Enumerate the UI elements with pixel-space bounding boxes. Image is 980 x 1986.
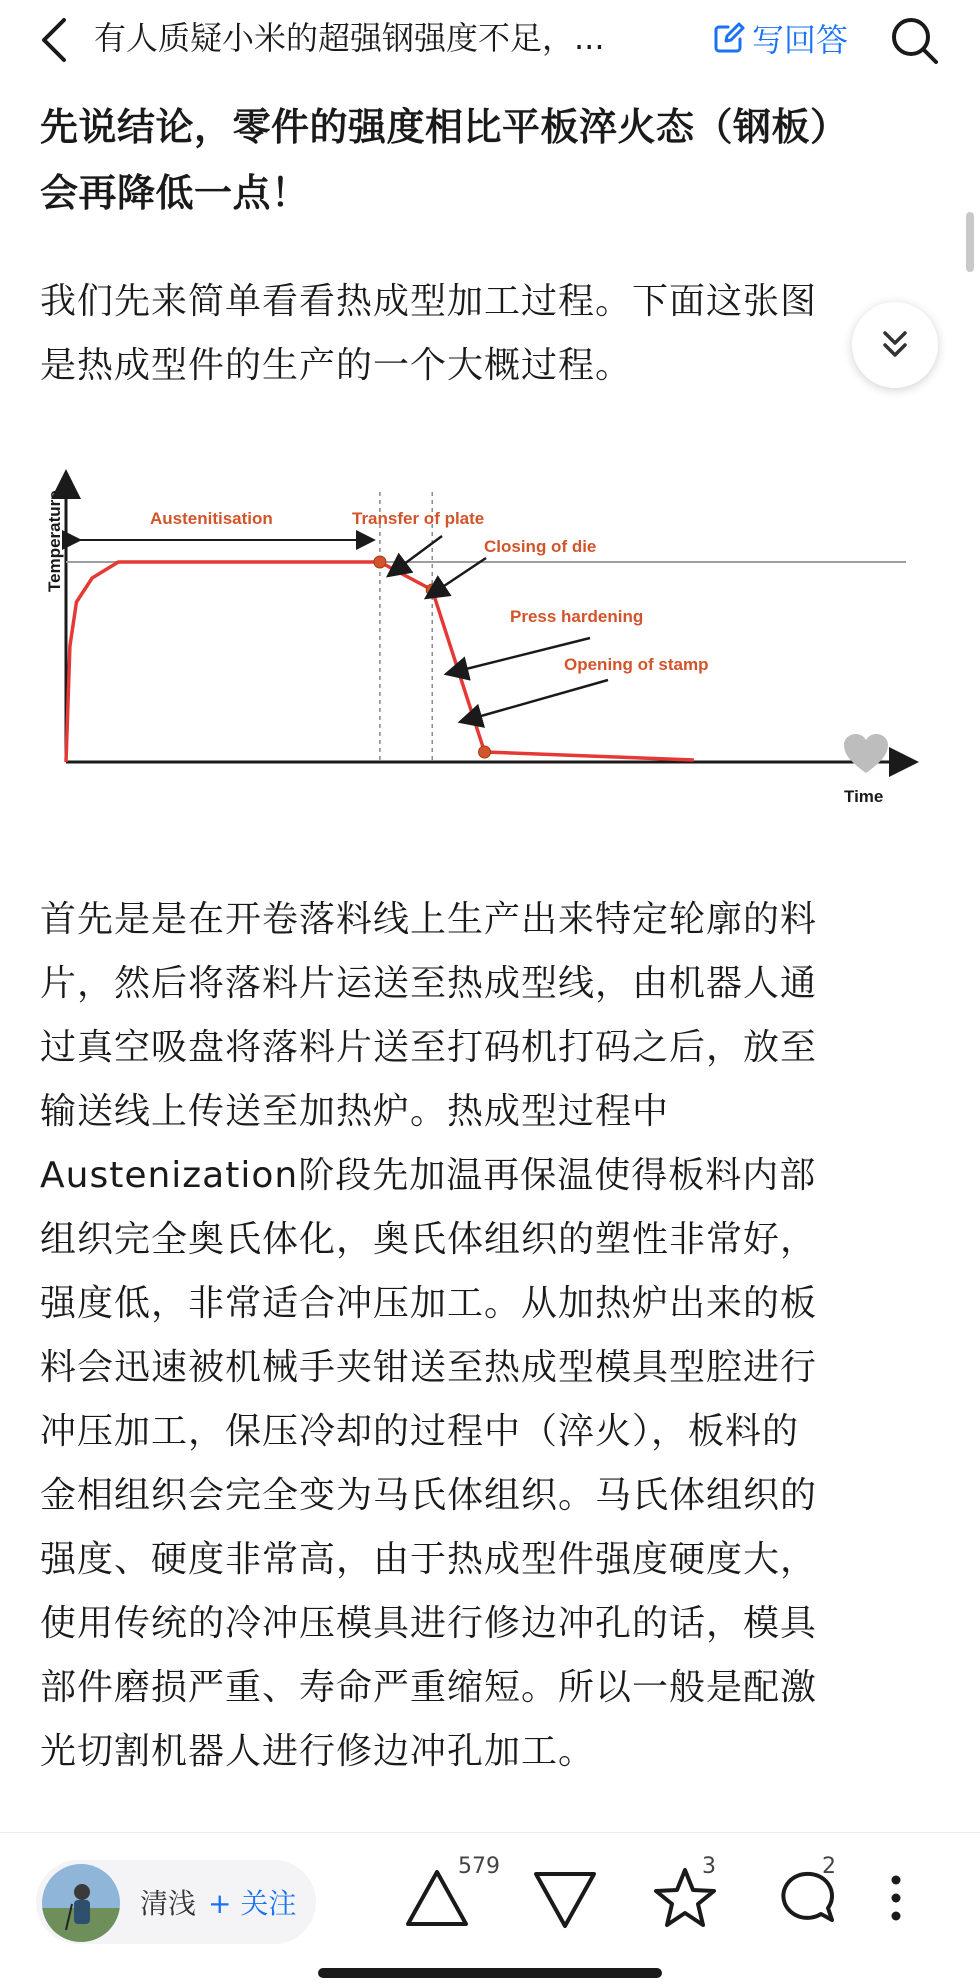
bottom-action-bar: [0, 1834, 980, 1954]
key-point-3: [479, 746, 491, 758]
closing-pointer: [426, 558, 486, 598]
bottom-divider: [0, 1832, 980, 1833]
paragraph-line: 我们先来简单看看热成型加工过程。下面这张图: [40, 281, 818, 322]
question-title[interactable]: 有人质疑小米的超强钢强度不足，...: [94, 19, 605, 57]
write-answer-button[interactable]: [712, 14, 848, 62]
y-axis-label: Temperature: [45, 490, 64, 592]
upvote-button[interactable]: [402, 1854, 500, 1944]
paragraph-line: 冲压加工，保压冷却的过程中（淬火），板料的: [40, 1411, 800, 1452]
annotation-transfer: Transfer of plate: [352, 509, 485, 528]
more-options-button[interactable]: [876, 1854, 916, 1944]
follow-button[interactable]: + 关注: [208, 1887, 297, 1920]
write-answer-label: 写回答: [752, 21, 849, 59]
paragraph-line: 是热成型件的生产的一个大概过程。: [40, 345, 633, 386]
answer-headline: [40, 94, 930, 226]
comment-count: 2: [822, 1854, 836, 1879]
annotation-opening: Opening of stamp: [564, 655, 709, 674]
home-indicator: [318, 1968, 662, 1978]
key-point-1: [374, 556, 386, 568]
like-image-heart-icon[interactable]: [842, 732, 890, 776]
author-name[interactable]: 清浅: [140, 1887, 197, 1920]
paragraph-line: 使用传统的冷冲压模具进行修边冲孔的话，模具: [40, 1603, 818, 1644]
double-chevron-down-icon: [875, 325, 915, 365]
paragraph-line: 组织完全奥氏体化，奥氏体组织的塑性非常好，: [40, 1219, 818, 1260]
more-vertical-icon: [876, 1864, 916, 1934]
annotation-press-hardening: Press hardening: [510, 607, 644, 626]
transfer-pointer: [388, 536, 442, 576]
comment-button[interactable]: [772, 1854, 862, 1944]
hot-forming-chart[interactable]: [40, 452, 920, 832]
avatar-image: [42, 1864, 120, 1942]
paragraph-line: Austenization阶段先加温再保温使得板料内部: [40, 1155, 817, 1196]
chart-svg: [40, 452, 920, 832]
chevron-left-icon: [30, 10, 90, 70]
downvote-triangle-icon: [530, 1864, 600, 1934]
favorite-button[interactable]: [650, 1854, 740, 1944]
edit-icon: [712, 21, 746, 55]
scrollbar[interactable]: [966, 212, 974, 272]
upvote-count: 579: [458, 1854, 500, 1879]
opening-pointer: [460, 680, 608, 722]
intro-paragraph: [40, 270, 940, 398]
search-icon: [884, 10, 944, 70]
headline-line: 会再降低一点！: [40, 171, 310, 215]
annotation-closing: Closing of die: [484, 537, 597, 556]
back-button[interactable]: [30, 10, 90, 70]
author-chip[interactable]: [36, 1860, 316, 1944]
favorite-count: 3: [702, 1854, 716, 1879]
paragraph-line: 强度低，非常适合冲压加工。从加热炉出来的板: [40, 1283, 818, 1324]
body-paragraph: [40, 888, 940, 1784]
paragraph-line: 片，然后将落料片运送至热成型线，由机器人通: [40, 963, 818, 1004]
downvote-button[interactable]: [530, 1854, 620, 1944]
paragraph-line: 过真空吸盘将落料片送至打码机打码之后，放至: [40, 1027, 818, 1068]
x-axis-label: Time: [844, 787, 884, 806]
headline-line: 先说结论，零件的强度相比平板淬火态（钢板）: [40, 105, 849, 149]
search-button[interactable]: [884, 10, 944, 70]
paragraph-line: 首先是是在开卷落料线上生产出来特定轮廓的料: [40, 899, 818, 940]
paragraph-line: 部件磨损严重、寿命严重缩短。所以一般是配激: [40, 1667, 818, 1708]
paragraph-line: 料会迅速被机械手夹钳送至热成型模具型腔进行: [40, 1347, 818, 1388]
paragraph-line: 金相组织会完全变为马氏体组织。马氏体组织的: [40, 1475, 818, 1516]
annotation-austenitisation: Austenitisation: [150, 509, 273, 528]
paragraph-line: 输送线上传送至加热炉。热成型过程中: [40, 1091, 670, 1132]
avatar[interactable]: [42, 1864, 120, 1942]
paragraph-line: 强度、硬度非常高，由于热成型件强度硬度大，: [40, 1539, 818, 1580]
collapse-button[interactable]: [852, 302, 938, 388]
top-bar: [0, 0, 980, 80]
paragraph-line: 光切割机器人进行修边冲孔加工。: [40, 1731, 596, 1772]
